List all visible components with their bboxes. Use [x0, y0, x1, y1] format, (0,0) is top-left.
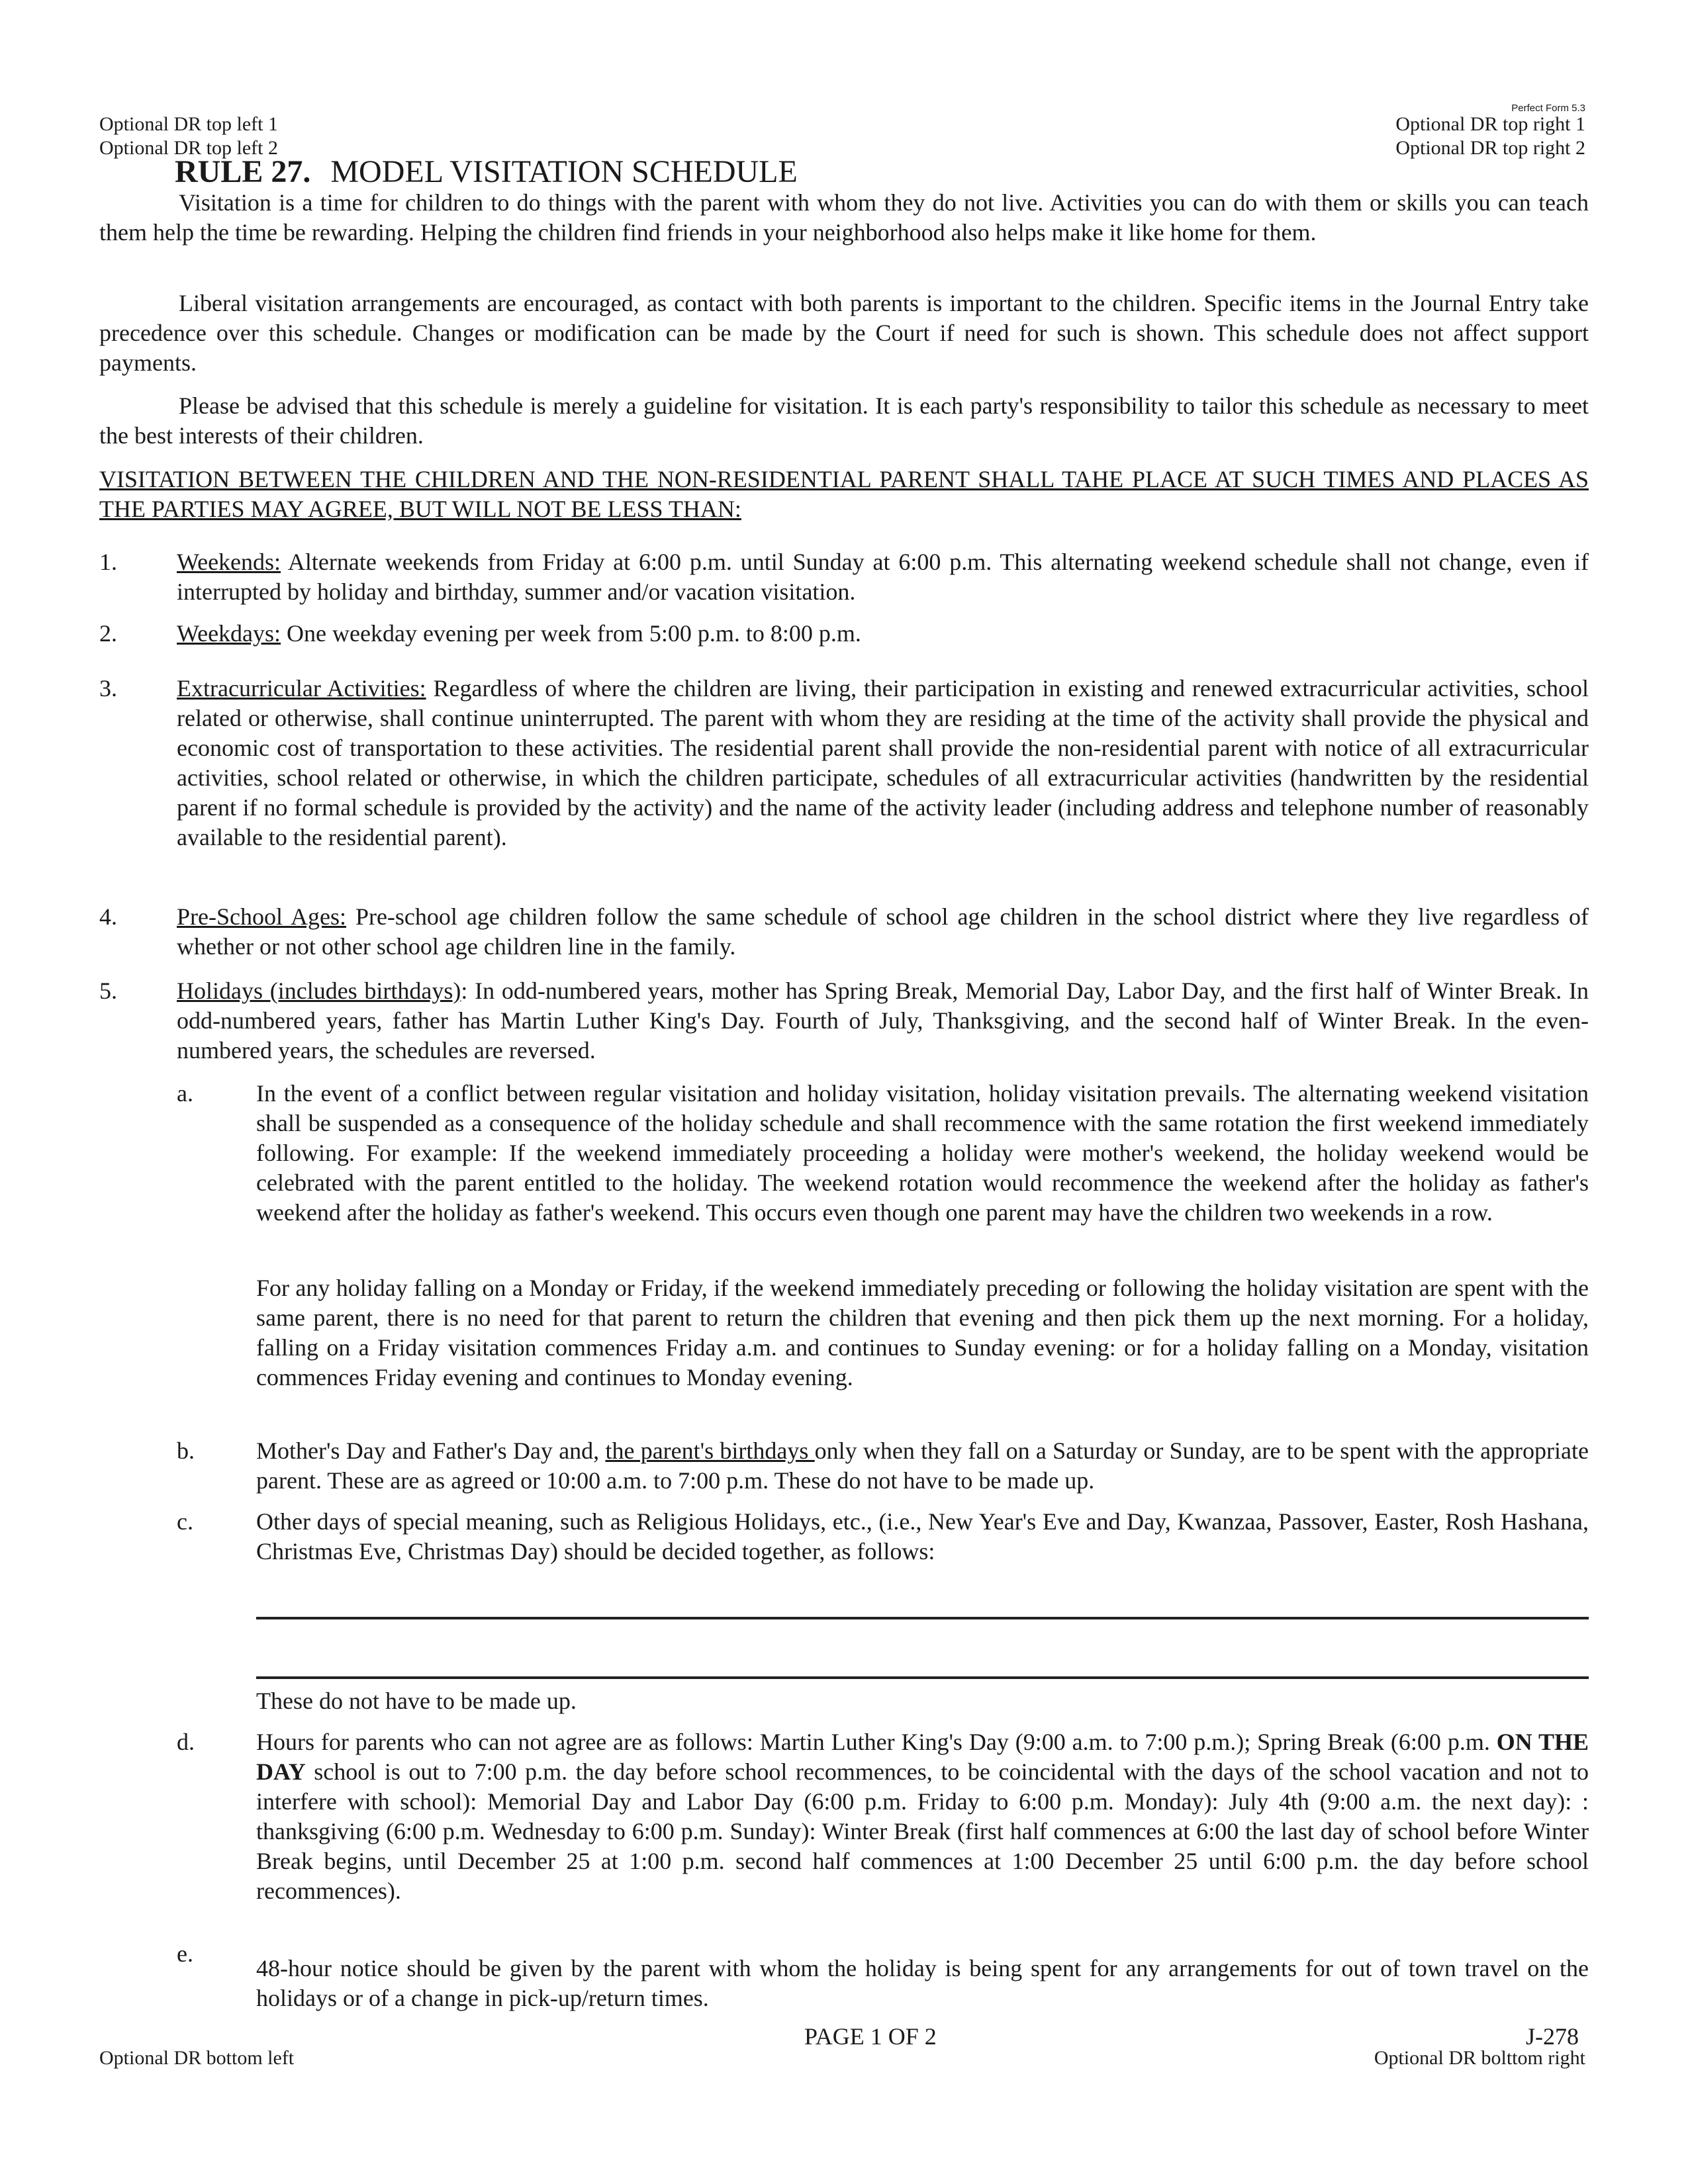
subitem-d-bold: ON THE DAY: [256, 1729, 1589, 1785]
subitem-letter: a.: [177, 1080, 193, 1107]
item-holidays: [177, 976, 1589, 1066]
item-number: 3.: [99, 675, 117, 702]
subitem-b-underlined: the parent's birthdays: [605, 1437, 815, 1464]
intro-paragraph-2: Liberal visitation arrangements are encouraged, as contact with both parents is important to the children. Specific items in the Journal Entry take precedence over this schedule. Changes or modification can be made by the Court if need for such is shown. This schedule does not affect support payments.: [99, 290, 1589, 376]
form-version: Perfect Form 5.3: [1511, 103, 1585, 114]
form-id: J-278: [1526, 2023, 1579, 2050]
fill-in-line-2[interactable]: [256, 1676, 1589, 1679]
subitem-b-text: Mother's Day and Father's Day and,: [256, 1437, 606, 1464]
item-number: 4.: [99, 903, 117, 930]
item-label: Pre-School Ages:: [177, 903, 346, 930]
subitem-d: [256, 1727, 1589, 1906]
item-weekends: [177, 547, 1589, 607]
intro-paragraph-3: Please be advised that this schedule is merely a guideline for visitation. It is each party's responsibility to tailor this schedule as necessary to meet the best interests of their children.: [99, 392, 1589, 449]
header-top-right-1: Optional DR top right 1: [1395, 113, 1585, 135]
subitem-b-text-end: only when they fall on a Saturday or Sunday, are to be spent with the appropriate parent. These are as agreed or 10:00 a.m. to 7:00 p.m. These do not have to be made up.: [256, 1437, 1589, 1494]
subitem-d-text-end: school is out to 7:00 p.m. the day before school recommences, to be coincidental with the days of the school vacation and not to interfere with school): Memorial Day and Labor Day (6:00 p.m. Friday to 6:00 p.m. Monday): July 4th (9:00 a.m. the next day): : thanksgiving (6:00 p.m. Wednesday to 6:00 p.m. Sunday): Winter Break (first half commences at 6:00 the last day of school before Winter Break begins, until December 25 at 1:00 p.m. second half commences at 1:00 December 25 until 6:00 p.m. the day before school recommences).: [256, 1758, 1589, 1904]
item-number: 5.: [99, 978, 117, 1004]
item-weekdays: [177, 619, 1589, 649]
page-title: [175, 154, 798, 191]
footer-bottom-right: Optional DR bolttom right: [1374, 2047, 1585, 2069]
subitem-letter: b.: [177, 1437, 195, 1464]
subitem-letter: e.: [177, 1940, 193, 1967]
footer-bottom-left: Optional DR bottom left: [99, 2047, 295, 2069]
item-number: 2.: [99, 620, 117, 647]
subitem-letter: c.: [177, 1508, 193, 1535]
header-top-left-2: Optional DR top left 2: [99, 137, 278, 159]
subitem-letter: d.: [177, 1729, 195, 1755]
rule-title: MODEL VISITATION SCHEDULE: [330, 154, 798, 189]
rule-number: RULE 27.: [175, 154, 311, 189]
item-preschool: [177, 902, 1589, 962]
fill-in-line-1[interactable]: [256, 1617, 1589, 1619]
subitem-c: Other days of special meaning, such as Religious Holidays, etc., (i.e., New Year's Eve and Day, Kwanzaa, Passover, Easter, Rosh Hashana, Christmas Eve, Christmas Day) should be decided together, as follows:: [256, 1508, 1589, 1565]
item-label: Extracurricular Activities:: [177, 675, 426, 702]
intro-paragraph-1: Visitation is a time for children to do things with the parent with whom they do not live. Activities you can do with them or skills you can teach them help the time be rewarding. Helping the children find friends in your neighborhood also helps make it like home for them.: [99, 189, 1589, 246]
item-number: 1.: [99, 549, 117, 575]
item-extracurricular: [177, 674, 1589, 852]
item-text: Alternate weekends from Friday at 6:00 p.m. until Sunday at 6:00 p.m. This alternating weekend schedule shall not change, even if interrupted by holiday and birthday, summer and/or vacation visitation.: [177, 549, 1589, 605]
item-label: Weekdays:: [177, 620, 281, 647]
subitem-b: [256, 1436, 1589, 1496]
item-text: Pre-school age children follow the same schedule of school age children in the school district where they live regardless of whether or not other school age children line in the family.: [177, 903, 1589, 960]
item-label: Holidays (includes birthdays): [177, 978, 461, 1004]
header-top-left-1: Optional DR top left 1: [99, 113, 278, 135]
header-top-right-2: Optional DR top right 2: [1395, 137, 1585, 159]
item-text: : In odd-numbered years, mother has Spring Break, Memorial Day, Labor Day, and the first half of Winter Break. In odd-numbered years, father has Martin Luther King's Day. Fourth of July, Thanksgiving, and the second half of Winter Break. In the even-numbered years, the schedules are reversed.: [177, 978, 1589, 1064]
subitem-d-text: Hours for parents who can not agree are as follows: Martin Luther King's Day (9:00 a.m. to 7:00 p.m.); Spring Break (6:00 p.m.: [256, 1729, 1497, 1755]
subitem-a-paragraph-1: In the event of a conflict between regular visitation and holiday visitation, holiday visitation prevails. The alternating weekend visitation shall be suspended as a consequence of the holiday schedule and shall recommence with the same rotation the first weekend immediately following. For example: If the weekend immediately proceeding a holiday were mother's weekend, the holiday weekend would be celebrated with the parent entitled to the holiday. The weekend rotation would recommence the weekend after the holiday as father's weekend after the holiday as father's weekend. This occurs even though one parent may have the children two weekends in a row.: [256, 1080, 1589, 1226]
visitation-heading: VISITATION BETWEEN THE CHILDREN AND THE NON-RESIDENTIAL PARENT SHALL TAHE PLACE AT SUCH TIMES AND PLACES AS THE PARTIES MAY AGREE, BUT WILL NOT BE LESS THAN:: [99, 466, 1589, 522]
item-text: Regardless of where the children are living, their participation in existing and renewed extracurricular activities, school related or otherwise, shall continue uninterrupted. The parent with whom they are residing at the time of the activity shall provide the physical and economic cost of transportation to these activities. The residential parent shall provide the non-residential parent with notice of all extracurricular activities, school related or otherwise, in which the children participate, schedules of all extracurricular activities (handwritten by the residential parent if no formal schedule is provided by the activity) and the name of the activity leader (including address and telephone number of reasonably available to the residential parent).: [177, 675, 1589, 850]
page-number: PAGE 1 OF 2: [804, 2023, 937, 2050]
subitem-c-note: These do not have to be made up.: [256, 1688, 577, 1714]
subitem-a-paragraph-2: For any holiday falling on a Monday or Friday, if the weekend immediately preceding or following the holiday visitation are spent with the same parent, there is no need for that parent to return the children that evening and then pick them up the next morning. For a holiday, falling on a Friday visitation commences Friday a.m. and continues to Sunday evening: or for a holiday falling on a Monday, visitation commences Friday evening and continues to Monday evening.: [256, 1275, 1589, 1390]
subitem-e: 48-hour notice should be given by the parent with whom the holiday is being spent for any arrangements for out of town travel on the holidays or of a change in pick-up/return times.: [256, 1955, 1589, 2011]
item-label: Weekends:: [177, 549, 281, 575]
item-text: One weekday evening per week from 5:00 p.m. to 8:00 p.m.: [281, 620, 861, 647]
